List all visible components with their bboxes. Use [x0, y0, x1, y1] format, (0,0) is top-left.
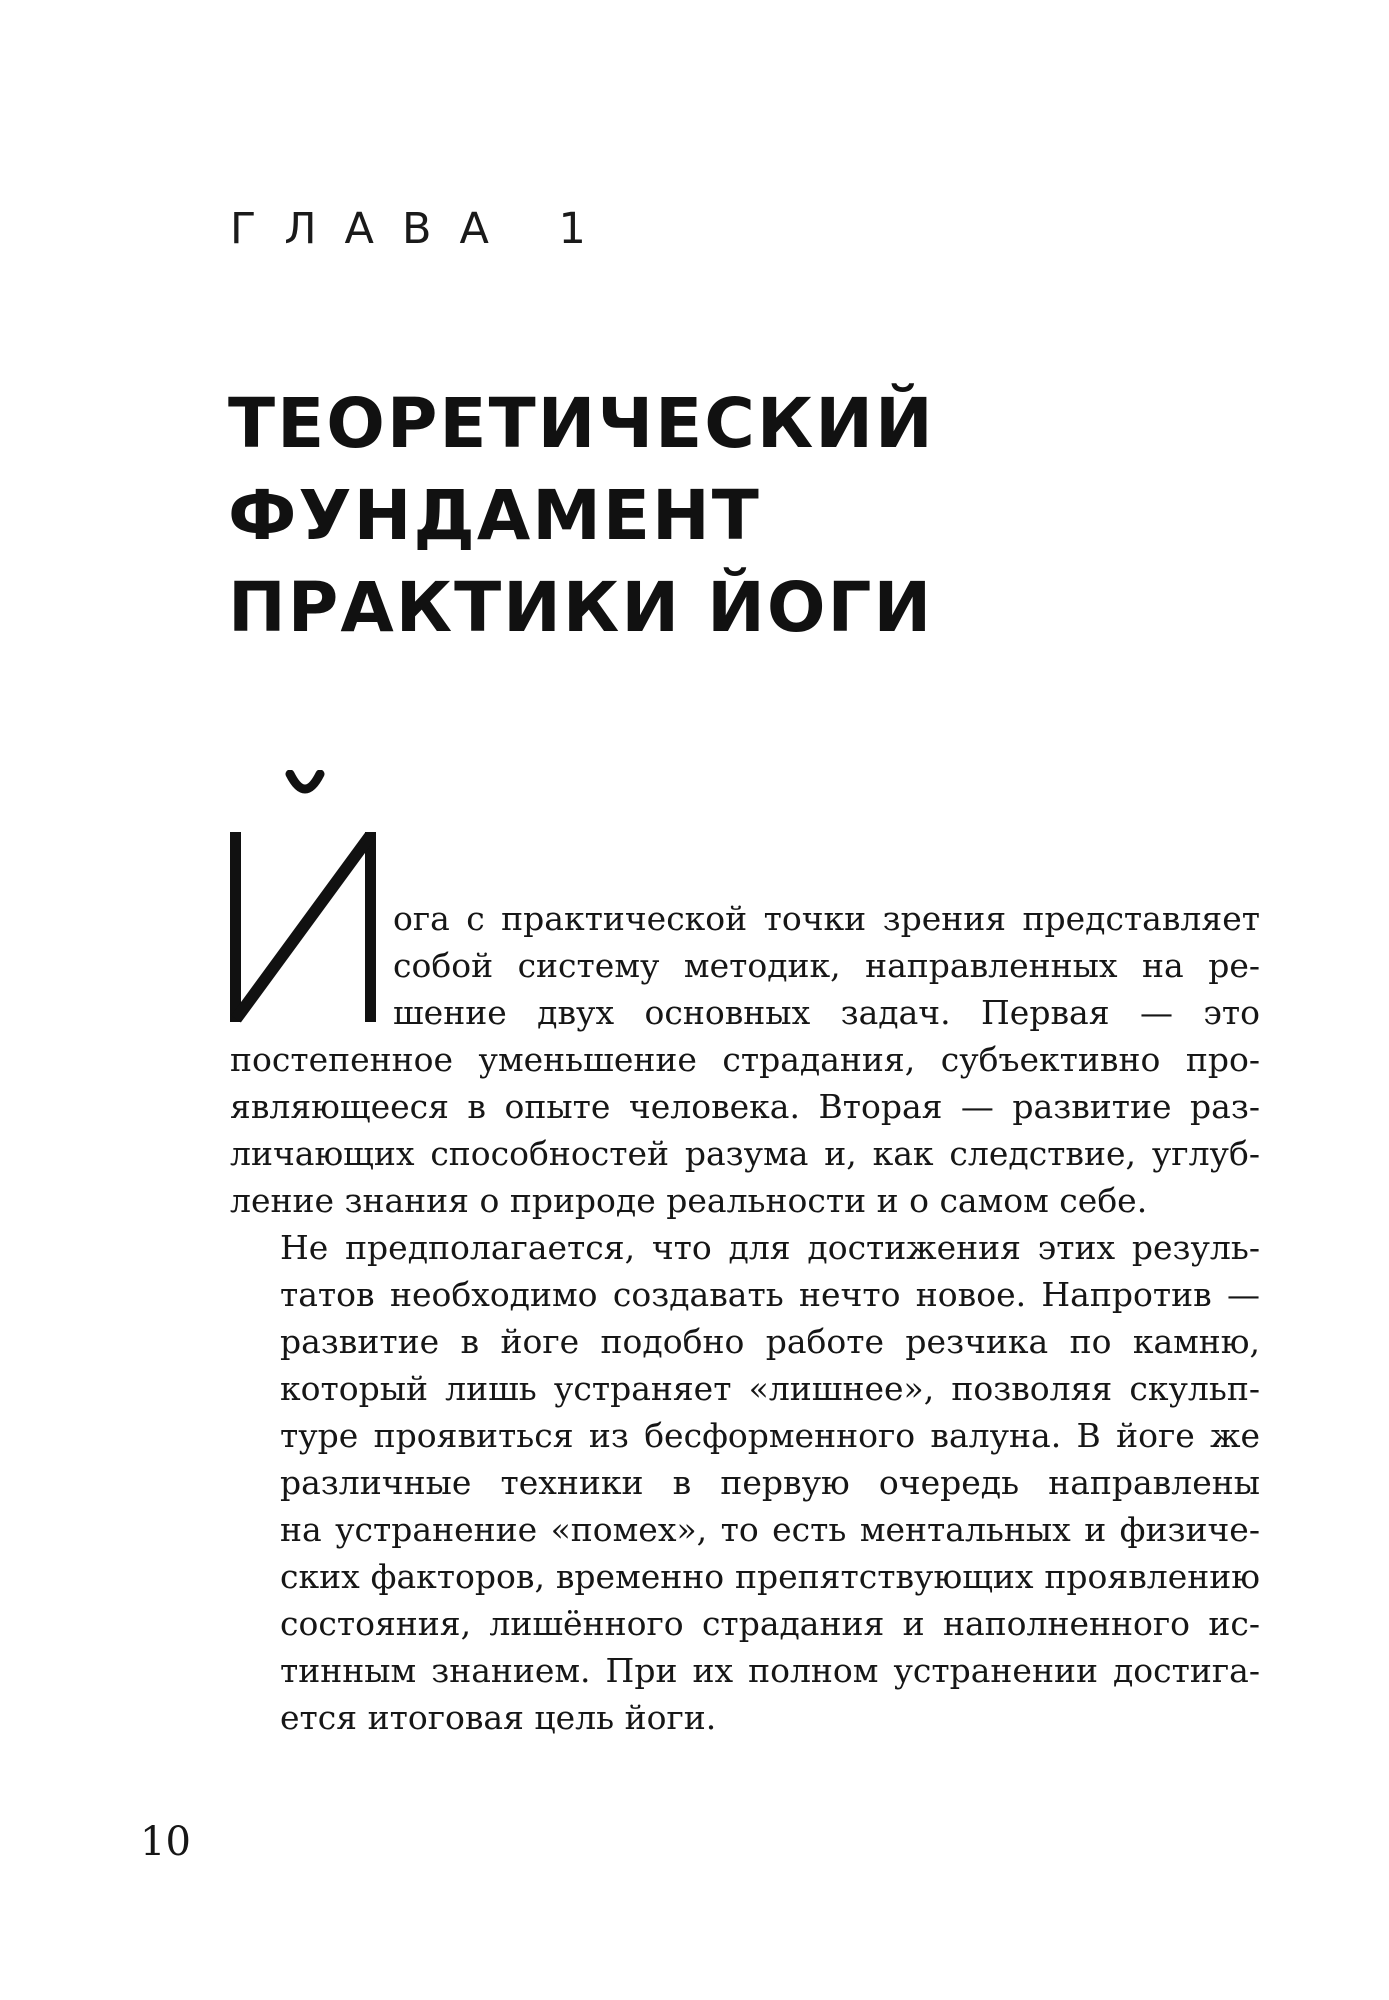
text-line: который лишь устраняет «лишнее», позволяя скульп- [280, 1369, 1260, 1408]
text-line: состояния, лишённого страдания и наполненного ис- [280, 1604, 1260, 1643]
paragraph-2 [230, 1224, 1260, 1741]
text-line: развитие в йоге подобно работе резчика по камню, [280, 1322, 1260, 1361]
body-text [230, 895, 1260, 1741]
text-line: шение двух основных задач. Первая — это [393, 993, 1260, 1032]
text-line: постепенное уменьшение страдания, субъективно про- [230, 1040, 1260, 1079]
text-line: ется итоговая цель йоги. [280, 1698, 717, 1737]
chapter-label: ГЛАВА 1 [230, 204, 614, 254]
text-line: являющееся в опыте человека. Вторая — развитие раз- [230, 1087, 1260, 1126]
text-line: ога с практической точки зрения представляет [393, 899, 1260, 938]
text-line: татов необходимо создавать нечто новое. Напротив — [280, 1275, 1260, 1314]
chapter-title-line-1: ТЕОРЕТИЧЕСКИЙ [228, 384, 935, 464]
chapter-title-line-3: ПРАКТИКИ ЙОГИ [228, 568, 934, 648]
text-line: Не предполагается, что для достижения этих резуль- [280, 1228, 1260, 1267]
text-line: ских факторов, временно препятствующих проявлению [280, 1557, 1260, 1596]
paragraph-1-rest [230, 1036, 1260, 1224]
page-number: 10 [140, 1819, 191, 1865]
text-line: собой систему методик, направленных на ре- [393, 946, 1260, 985]
text-line: ление знания о природе реальности и о самом себе. [230, 1181, 1148, 1220]
text-line: различные техники в первую очередь направлены [280, 1463, 1260, 1502]
text-line: на устранение «помех», то есть ментальных и физиче- [280, 1510, 1260, 1549]
text-line: личающих способностей разума и, как следствие, углуб- [230, 1134, 1260, 1173]
paragraph-1-dropcap-lines [230, 895, 1260, 1036]
chapter-title [228, 378, 935, 654]
chapter-title-line-2: ФУНДАМЕНТ [228, 476, 761, 556]
text-line: тинным знанием. При их полном устранении достига- [280, 1651, 1260, 1690]
text-line: туре проявиться из бесформенного валуна. В йоге же [280, 1416, 1260, 1455]
